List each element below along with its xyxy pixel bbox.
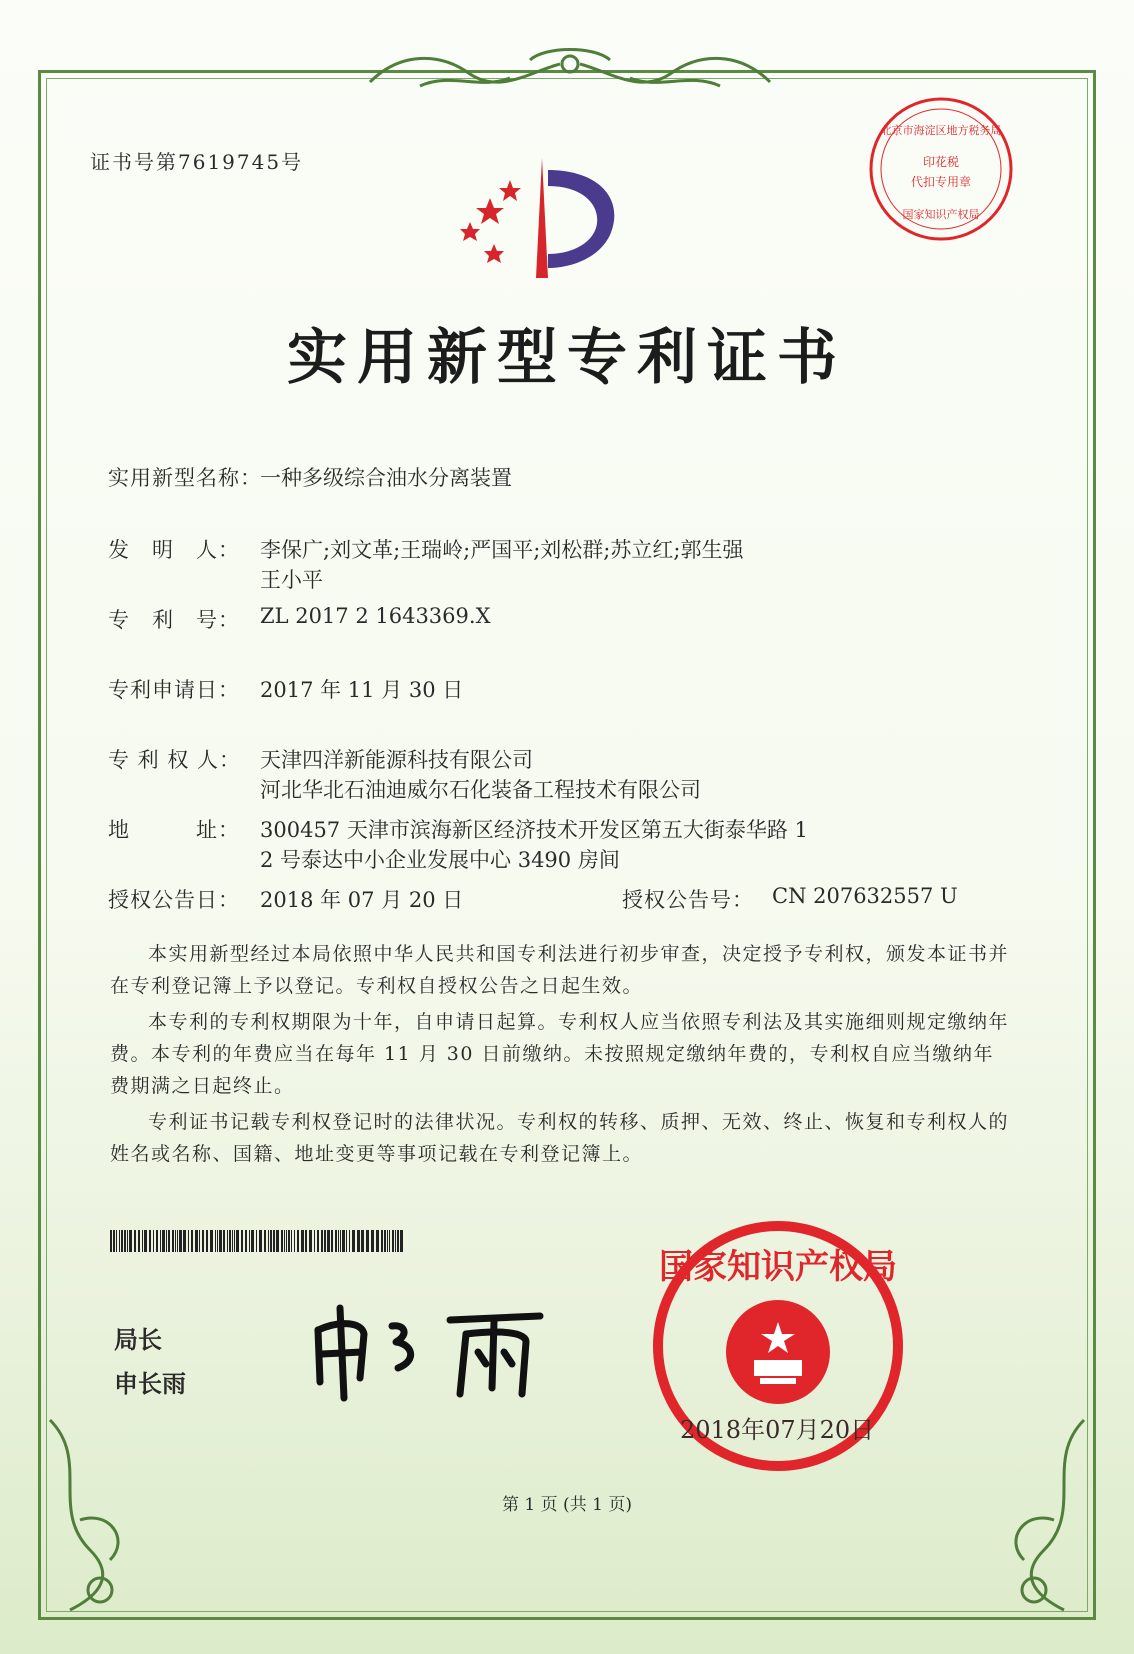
barcode-bar bbox=[297, 1230, 299, 1252]
barcode-bar bbox=[188, 1230, 189, 1252]
barcode-bar bbox=[397, 1230, 399, 1252]
barcode-bar bbox=[376, 1230, 379, 1252]
utility-model-name-value: 一种多级综合油水分离装置 bbox=[260, 466, 512, 490]
barcode-bar bbox=[183, 1230, 186, 1252]
filing-date-label: 专利申请日： bbox=[108, 678, 240, 702]
barcode-bar bbox=[270, 1230, 272, 1252]
barcode-bar bbox=[357, 1230, 360, 1252]
barcode-bar bbox=[284, 1230, 285, 1252]
barcode-bar bbox=[366, 1230, 369, 1252]
grant-number-value: CN 207632557 U bbox=[772, 884, 958, 908]
barcode-bar bbox=[291, 1230, 292, 1252]
barcode-bar bbox=[156, 1230, 158, 1252]
barcode-bar bbox=[160, 1230, 161, 1252]
barcode-bar bbox=[202, 1230, 204, 1252]
barcode-bar bbox=[227, 1230, 228, 1252]
barcode-bar bbox=[392, 1230, 394, 1252]
body-paragraph-1: 本实用新型经过本局依照中华人民共和国专利法进行初步审查，决定授予专利权，颁发本证书并在专利登记簿上予以登记。专利权自授权公告之日起生效。 bbox=[110, 943, 1010, 997]
director-name: 申长雨 bbox=[114, 1370, 186, 1398]
barcode-bar bbox=[317, 1230, 319, 1252]
barcode-bar bbox=[144, 1230, 147, 1252]
barcode-bar bbox=[327, 1230, 330, 1252]
barcode-bar bbox=[116, 1230, 117, 1252]
barcode-bar bbox=[245, 1230, 247, 1252]
barcode-bar bbox=[215, 1230, 216, 1252]
utility-model-name-label: 实用新型名称： bbox=[108, 466, 262, 490]
barcode-bar bbox=[342, 1230, 345, 1252]
barcode-bar bbox=[149, 1230, 151, 1252]
barcode-bar bbox=[259, 1230, 262, 1252]
barcode-bar bbox=[110, 1230, 112, 1252]
filing-date-value: 2017 年 11 月 30 日 bbox=[260, 678, 464, 702]
barcode-bar bbox=[251, 1230, 254, 1252]
barcode-bar bbox=[400, 1230, 403, 1252]
barcode-bar bbox=[349, 1230, 350, 1252]
barcode-bar bbox=[340, 1230, 341, 1252]
tax-seal-stamp bbox=[866, 94, 1016, 244]
barcode-bar bbox=[273, 1230, 275, 1252]
address-label: 地 址： bbox=[108, 818, 240, 842]
seal-date: 2018年07月20日 bbox=[680, 1416, 875, 1444]
barcode-bar bbox=[134, 1230, 136, 1252]
barcode-bar bbox=[249, 1230, 250, 1252]
barcode-bar bbox=[199, 1230, 200, 1252]
barcode-bar bbox=[321, 1230, 323, 1252]
barcode-bar bbox=[331, 1230, 333, 1252]
barcode-bar bbox=[191, 1230, 193, 1252]
barcode-bar bbox=[268, 1230, 269, 1252]
inventor-value-line1: 李保广;刘文革;王瑞岭;严国平;刘松群;苏立红;郭生强 bbox=[260, 538, 744, 562]
barcode-bar bbox=[361, 1230, 364, 1252]
barcode-bar bbox=[219, 1230, 222, 1252]
barcode-bar bbox=[276, 1230, 279, 1252]
barcode-bar bbox=[206, 1230, 208, 1252]
barcode-bar bbox=[142, 1230, 143, 1252]
barcode-bar bbox=[124, 1230, 126, 1252]
barcode-bar bbox=[335, 1230, 337, 1252]
barcode-bar bbox=[236, 1230, 239, 1252]
tax-seal-outer-text: 北京市海淀区地方税务局 bbox=[880, 124, 1002, 137]
barcode-bar bbox=[286, 1230, 287, 1252]
barcode-bar bbox=[352, 1230, 355, 1252]
barcode-bar bbox=[153, 1230, 154, 1252]
barcode-bar bbox=[338, 1230, 339, 1252]
director-signature bbox=[300, 1290, 560, 1410]
grant-date-value: 2018 年 07 月 20 日 bbox=[260, 888, 464, 912]
barcode-bar bbox=[195, 1230, 198, 1252]
barcode-bar bbox=[309, 1230, 312, 1252]
patentee-value-line1: 天津四洋新能源科技有限公司 bbox=[260, 748, 533, 772]
body-paragraph-2: 本专利的专利权期限为十年，自申请日起算。专利权人应当依照专利法及其实施细则规定缴纳年费。本专利的年费应当在每年 11 月 30 日前缴纳。未按照规定缴纳年费的，专利权自应当缴纳年费期满之日起终止。 bbox=[110, 1011, 1010, 1097]
document-title: 实用新型专利证书 bbox=[287, 323, 847, 393]
barcode-bar bbox=[119, 1230, 120, 1252]
tax-seal-middle-text: 印花税 bbox=[922, 155, 960, 169]
barcode-bar bbox=[172, 1230, 174, 1252]
address-value-line2: 2 号泰达中小企业发展中心 3490 房间 bbox=[260, 848, 620, 872]
barcode-bar bbox=[210, 1230, 213, 1252]
barcode-bar bbox=[217, 1230, 218, 1252]
barcode-bar bbox=[301, 1230, 304, 1252]
barcode-bar bbox=[389, 1230, 390, 1252]
barcode-bar bbox=[175, 1230, 176, 1252]
barcode-bar bbox=[166, 1230, 167, 1252]
barcode-bar bbox=[288, 1230, 290, 1252]
top-ornament bbox=[360, 42, 780, 98]
barcode-bar bbox=[234, 1230, 235, 1252]
inventor-label: 发 明 人： bbox=[108, 538, 240, 562]
barcode-bar bbox=[281, 1230, 283, 1252]
barcode-bar bbox=[256, 1230, 257, 1252]
barcode-bar bbox=[324, 1230, 326, 1252]
patent-number-label: 专 利 号： bbox=[108, 608, 240, 632]
director-title: 局长 bbox=[114, 1326, 162, 1354]
seal-text: 国家知识产权局 bbox=[659, 1247, 897, 1287]
barcode-bar bbox=[177, 1230, 178, 1252]
grant-number-label: 授权公告号： bbox=[622, 888, 754, 912]
barcode-bar bbox=[129, 1230, 132, 1252]
inventor-value-line2: 王小平 bbox=[260, 568, 323, 592]
barcode-bar bbox=[371, 1230, 374, 1252]
certificate-number: 证书号第7619745号 bbox=[90, 150, 304, 174]
barcode-bar bbox=[241, 1230, 243, 1252]
patentee-label: 专 利 权 人： bbox=[108, 748, 242, 772]
barcode-bar bbox=[305, 1230, 307, 1252]
barcode-bar bbox=[138, 1230, 140, 1252]
barcode-bar bbox=[162, 1230, 165, 1252]
barcode-bar bbox=[168, 1230, 170, 1252]
barcode-bar bbox=[384, 1230, 386, 1252]
page-number: 第 1 页 (共 1 页) bbox=[502, 1495, 632, 1515]
barcode-bar bbox=[179, 1230, 182, 1252]
barcode-bar bbox=[232, 1230, 233, 1252]
address-value-line1: 300457 天津市滨海新区经济技术开发区第五大街泰华路 1 bbox=[260, 818, 808, 842]
barcode-bar bbox=[113, 1230, 115, 1252]
patentee-value-line2: 河北华北石油迪威尔石化装备工程技术有限公司 bbox=[260, 778, 701, 802]
barcode-bar bbox=[387, 1230, 388, 1252]
barcode-bar bbox=[127, 1230, 128, 1252]
barcode-bar bbox=[346, 1230, 347, 1252]
barcode bbox=[110, 1230, 406, 1252]
barcode-bar bbox=[314, 1230, 315, 1252]
barcode-bar bbox=[121, 1230, 123, 1252]
tax-seal-bottom-text: 国家知识产权局 bbox=[902, 208, 980, 221]
grant-date-label: 授权公告日： bbox=[108, 888, 240, 912]
barcode-bar bbox=[264, 1230, 266, 1252]
barcode-bar bbox=[223, 1230, 225, 1252]
barcode-bar bbox=[395, 1230, 396, 1252]
barcode-bar bbox=[381, 1230, 383, 1252]
cnipa-logo-icon bbox=[450, 150, 630, 290]
tax-seal-middle-text-2: 代扣专用章 bbox=[910, 175, 972, 189]
barcode-bar bbox=[294, 1230, 295, 1252]
body-paragraph-3: 专利证书记载专利权登记时的法律状况。专利权的转移、质押、无效、终止、恢复和专利权人的姓名或名称、国籍、地址变更等事项记载在专利登记簿上。 bbox=[110, 1111, 1010, 1165]
patent-number-value: ZL 2017 2 1643369.X bbox=[260, 604, 491, 628]
barcode-bar bbox=[229, 1230, 231, 1252]
